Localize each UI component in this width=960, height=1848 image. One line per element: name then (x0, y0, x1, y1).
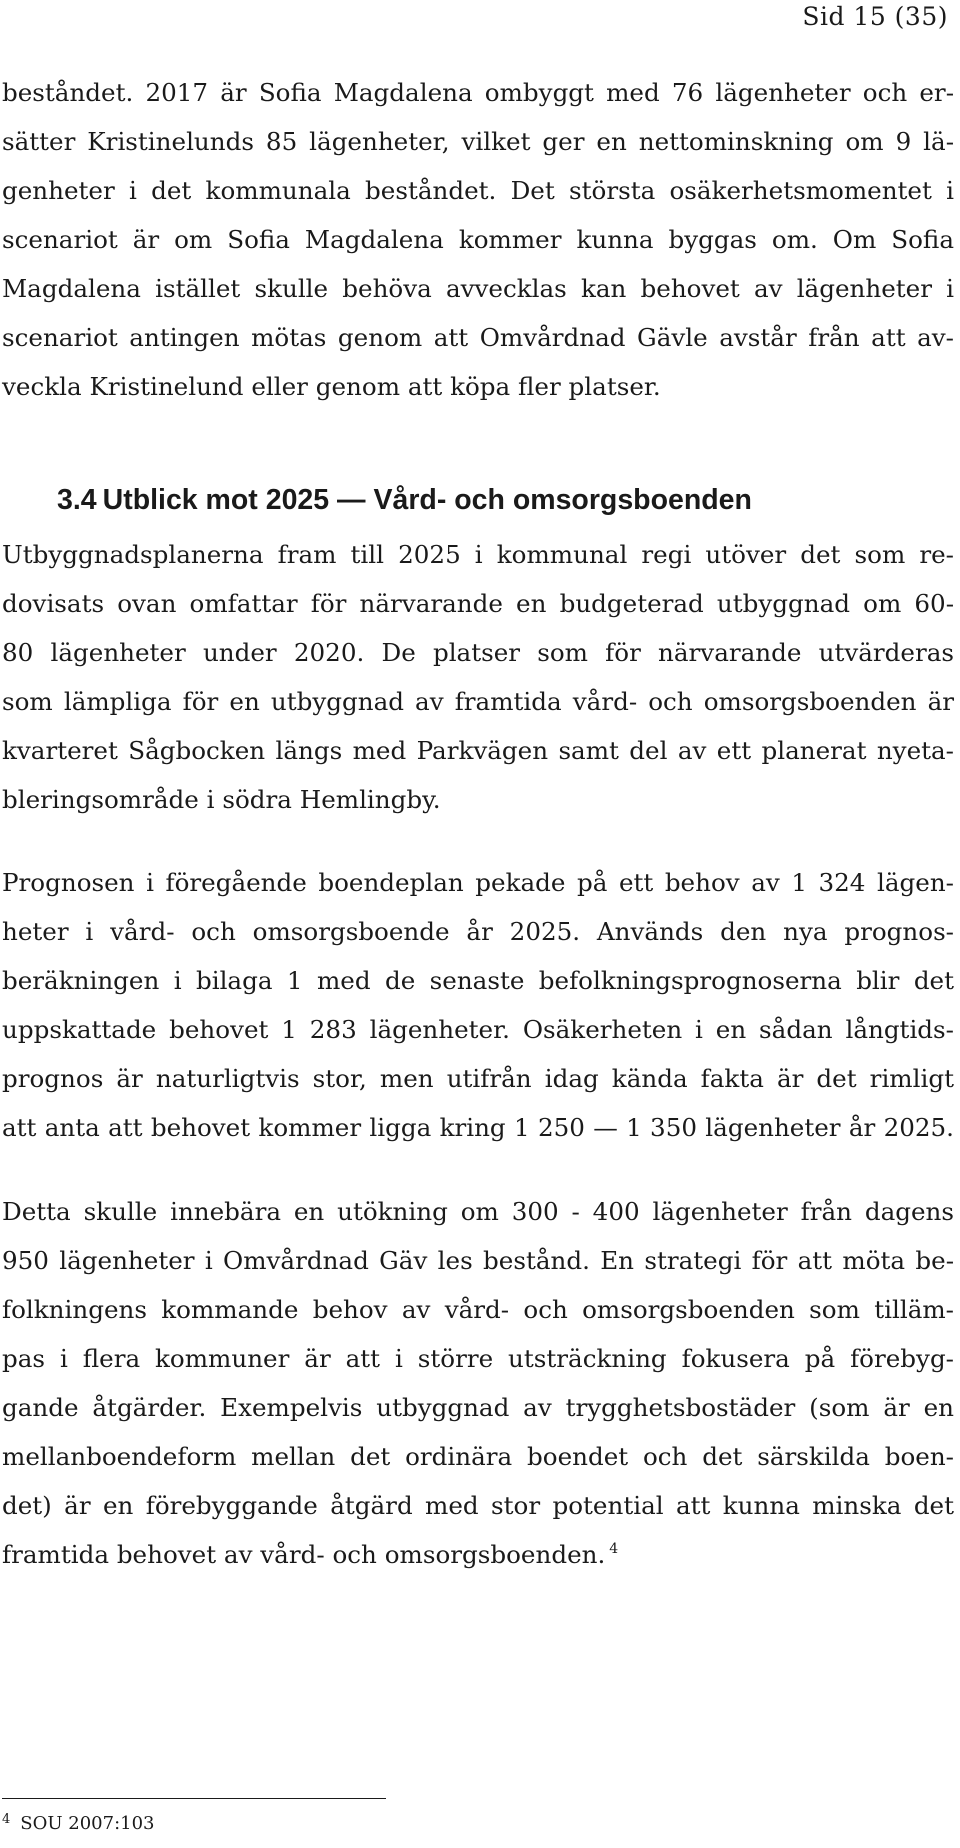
paragraph-line: 80 lägenheter under 2020. De platser som för närvarande utvärderas (2, 638, 954, 667)
paragraph-line: gande åtgärder. Exempelvis utbyggnad av trygghetsbostäder (som är en (2, 1393, 954, 1422)
paragraph-line: scenariot antingen mötas genom att Omvårdnad Gävle avstår från att av- (2, 323, 954, 352)
paragraph-line: beräkningen i bilaga 1 med de senaste befolkningsprognoserna blir det (2, 966, 954, 995)
footnote-mark: 4 (2, 1812, 11, 1827)
paragraph-forecast (2, 858, 954, 1152)
paragraph-line: det) är en förebyggande åtgärd med stor potential att kunna minska det (2, 1491, 954, 1520)
paragraph-line: folkningens kommande behov av vård- och omsorgsboenden som tilläm- (2, 1295, 954, 1324)
paragraph-continuation (2, 68, 954, 411)
paragraph-line: 950 lägenheter i Omvårdnad Gäv les bestånd. En strategi för att möta be- (2, 1246, 954, 1275)
paragraph-line: beståndet. 2017 är Sofia Magdalena ombyggt med 76 lägenheter och er- (2, 78, 954, 107)
paragraph-expansion-plans (2, 530, 954, 824)
footnote-text: SOU 2007:103 (20, 1813, 155, 1834)
paragraph-line: prognos är naturligtvis stor, men utifrån idag kända fakta är det rimligt (2, 1064, 954, 1093)
paragraph-line: scenariot är om Sofia Magdalena kommer kunna byggas om. Om Sofia (2, 225, 954, 254)
paragraph-line: genheter i det kommunala beståndet. Det största osäkerhetsmomentet i (2, 176, 954, 205)
paragraph-line (2, 1530, 954, 1579)
paragraph-line: som lämpliga för en utbyggnad av framtida vård- och omsorgsboenden är (2, 687, 954, 716)
footnote (2, 1808, 155, 1836)
paragraph-strategy (2, 1187, 954, 1579)
paragraph-line: Prognosen i föregående boendeplan pekade på ett behov av 1 324 lägen- (2, 868, 954, 897)
paragraph-line: dovisats ovan omfattar för närvarande en budgeterad utbyggnad om 60- (2, 589, 954, 618)
paragraph-line: att anta att behovet kommer ligga kring 1 250 — 1 350 lägenheter år 2025. (2, 1113, 954, 1142)
footnote-reference[interactable]: 4 (609, 1541, 619, 1557)
section-number: 3.4 (57, 484, 97, 516)
paragraph-line: pas i flera kommuner är att i större utsträckning fokusera på förebyg- (2, 1344, 954, 1373)
section-heading (57, 480, 752, 520)
page-number: Sid 15 (35) (802, 2, 948, 31)
paragraph-line: mellanboendeform mellan det ordinära boendet och det särskilda boen- (2, 1442, 954, 1471)
section-title: Utblick mot 2025 — Vård- och omsorgsboenden (102, 484, 752, 516)
paragraph-line-text: framtida behovet av vård- och omsorgsboenden. (2, 1540, 606, 1569)
paragraph-line: Utbyggnadsplanerna fram till 2025 i kommunal regi utöver det som re- (2, 540, 954, 569)
paragraph-line: Detta skulle innebära en utökning om 300 - 400 lägenheter från dagens (2, 1197, 954, 1226)
paragraph-line: kvarteret Sågbocken längs med Parkvägen samt del av ett planerat nyeta- (2, 736, 954, 765)
footnote-divider (2, 1798, 386, 1799)
paragraph-line: bleringsområde i södra Hemlingby. (2, 785, 441, 814)
paragraph-line: sätter Kristinelunds 85 lägenheter, vilket ger en nettominskning om 9 lä- (2, 127, 954, 156)
paragraph-line: uppskattade behovet 1 283 lägenheter. Osäkerheten i en sådan långtids- (2, 1015, 954, 1044)
paragraph-line: Magdalena istället skulle behöva avvecklas kan behovet av lägenheter i (2, 274, 954, 303)
paragraph-line: heter i vård- och omsorgsboende år 2025. Används den nya prognos- (2, 917, 954, 946)
paragraph-line: veckla Kristinelund eller genom att köpa fler platser. (2, 372, 661, 401)
